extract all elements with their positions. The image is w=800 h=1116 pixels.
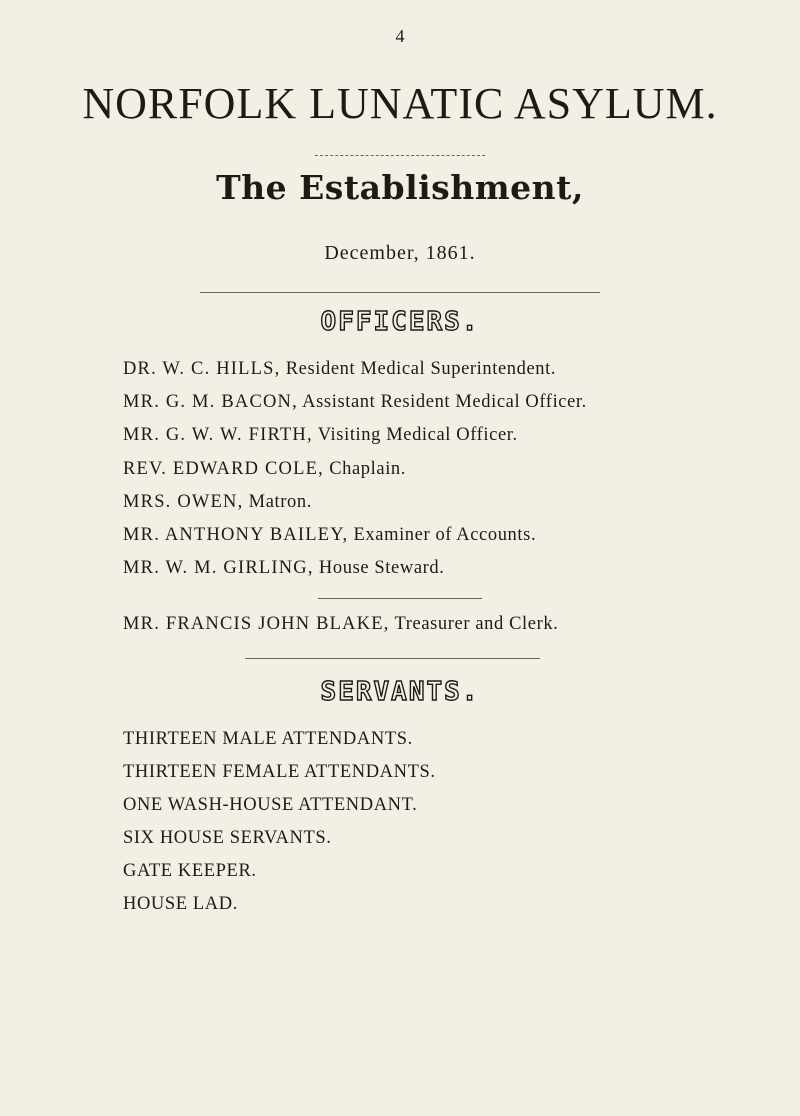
officer-entry xyxy=(123,525,536,546)
officer-name: MR. ANTHONY BAILEY, xyxy=(123,525,349,545)
document-date: December, 1861. xyxy=(324,242,476,264)
date-divider xyxy=(200,292,600,293)
officer-entry xyxy=(123,359,556,380)
officer-name: MR. W. M. GIRLING, xyxy=(123,558,314,578)
officer-role: Matron. xyxy=(248,492,312,512)
servants-heading: SERVANTS. xyxy=(320,677,480,707)
treasurer-role: Treasurer and Clerk. xyxy=(394,614,559,634)
officer-role: Assistant Resident Medical Officer. xyxy=(302,392,587,412)
servant-entry: ONE WASH-HOUSE ATTENDANT. xyxy=(123,795,418,815)
servant-entry: HOUSE LAD. xyxy=(123,894,238,914)
servant-entry: THIRTEEN FEMALE ATTENDANTS. xyxy=(123,762,436,782)
officer-entry xyxy=(123,392,587,413)
title-divider xyxy=(315,155,485,156)
officer-entry xyxy=(123,558,444,579)
section-subtitle: The Establishment, xyxy=(216,168,584,207)
officer-name: REV. EDWARD COLE, xyxy=(123,459,324,479)
treasurer-name: MR. FRANCIS JOHN BLAKE, xyxy=(123,614,390,634)
officer-name: MR. G. M. BACON, xyxy=(123,392,298,412)
officer-entry xyxy=(123,459,406,480)
officer-role: Resident Medical Superintendent. xyxy=(285,359,557,379)
page-number: 4 xyxy=(395,26,405,46)
servant-entry: SIX HOUSE SERVANTS. xyxy=(123,828,332,848)
servants-divider xyxy=(245,658,540,659)
officer-role: House Steward. xyxy=(318,558,445,578)
officers-heading: OFFICERS. xyxy=(320,307,480,337)
servant-entry: GATE KEEPER. xyxy=(123,861,257,881)
officer-role: Chaplain. xyxy=(329,459,407,479)
officer-entry xyxy=(123,492,312,513)
treasurer-entry xyxy=(123,614,558,635)
officer-role: Examiner of Accounts. xyxy=(353,525,537,545)
document-title: NORFOLK LUNATIC ASYLUM. xyxy=(82,79,718,128)
officer-entry xyxy=(123,425,518,446)
officer-name: MR. G. W. W. FIRTH, xyxy=(123,425,313,445)
officer-role: Visiting Medical Officer. xyxy=(317,425,518,445)
treasurer-divider xyxy=(318,598,482,599)
officer-name: DR. W. C. HILLS, xyxy=(123,359,281,379)
servant-entry: THIRTEEN MALE ATTENDANTS. xyxy=(123,729,413,749)
officer-name: MRS. OWEN, xyxy=(123,492,244,512)
